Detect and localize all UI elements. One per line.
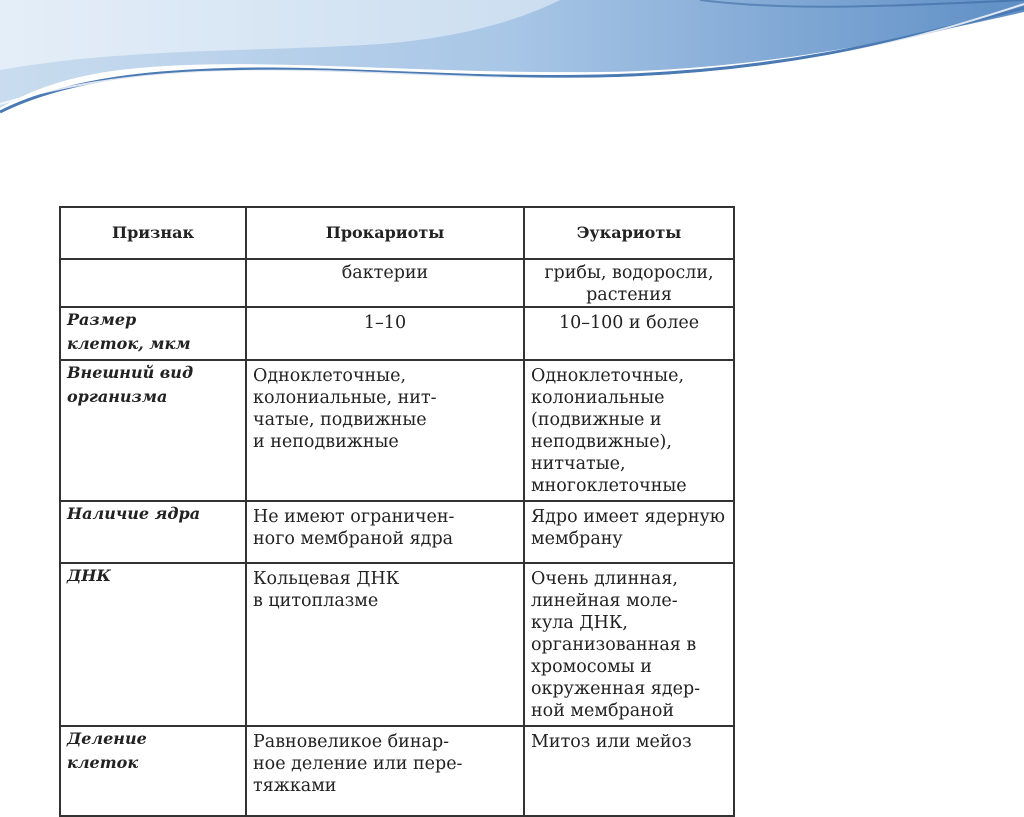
row-eukaryotes: Ядро имеет ядерную мембрану bbox=[524, 501, 734, 563]
examples-row bbox=[60, 259, 734, 307]
header-eukaryotes: Эукариоты bbox=[524, 207, 734, 259]
row-prokaryotes: Не имеют ограничен- ного мембраной ядра bbox=[246, 501, 524, 563]
table-header-row bbox=[60, 207, 734, 259]
table-row bbox=[60, 726, 734, 816]
table-row bbox=[60, 360, 734, 501]
row-feature: Размер клеток, мкм bbox=[60, 307, 246, 360]
row-feature: Деление клеток bbox=[60, 726, 246, 816]
row-eukaryotes: Одноклеточные, колониальные (подвижные и неподвижные), нитчатые, многоклеточные bbox=[524, 360, 734, 501]
table-row bbox=[60, 307, 734, 360]
row-feature: Наличие ядра bbox=[60, 501, 246, 563]
row-eukaryotes: Очень длинная, линейная моле- кула ДНК, организованная в хромосомы и окруженная ядер- ной мембраной bbox=[524, 563, 734, 726]
examples-eukaryotes: грибы, водоросли, растения bbox=[524, 259, 734, 307]
table-row bbox=[60, 563, 734, 726]
row-feature: ДНК bbox=[60, 563, 246, 726]
examples-feature bbox=[60, 259, 246, 307]
header-prokaryotes: Прокариоты bbox=[246, 207, 524, 259]
comparison-table bbox=[59, 206, 735, 817]
row-prokaryotes: Равновеликое бинар- ное деление или пере- тяжками bbox=[246, 726, 524, 816]
row-prokaryotes: Кольцевая ДНК в цитоплазме bbox=[246, 563, 524, 726]
row-eukaryotes: Митоз или мейоз bbox=[524, 726, 734, 816]
header-feature: Признак bbox=[60, 207, 246, 259]
header-wave-decoration bbox=[0, 0, 1024, 130]
row-prokaryotes: Одноклеточные, колониальные, нит- чатые, подвижные и неподвижные bbox=[246, 360, 524, 501]
row-feature: Внешний вид организма bbox=[60, 360, 246, 501]
examples-prokaryotes: бактерии bbox=[246, 259, 524, 307]
row-eukaryotes: 10–100 и более bbox=[524, 307, 734, 360]
row-prokaryotes: 1–10 bbox=[246, 307, 524, 360]
table-row bbox=[60, 501, 734, 563]
